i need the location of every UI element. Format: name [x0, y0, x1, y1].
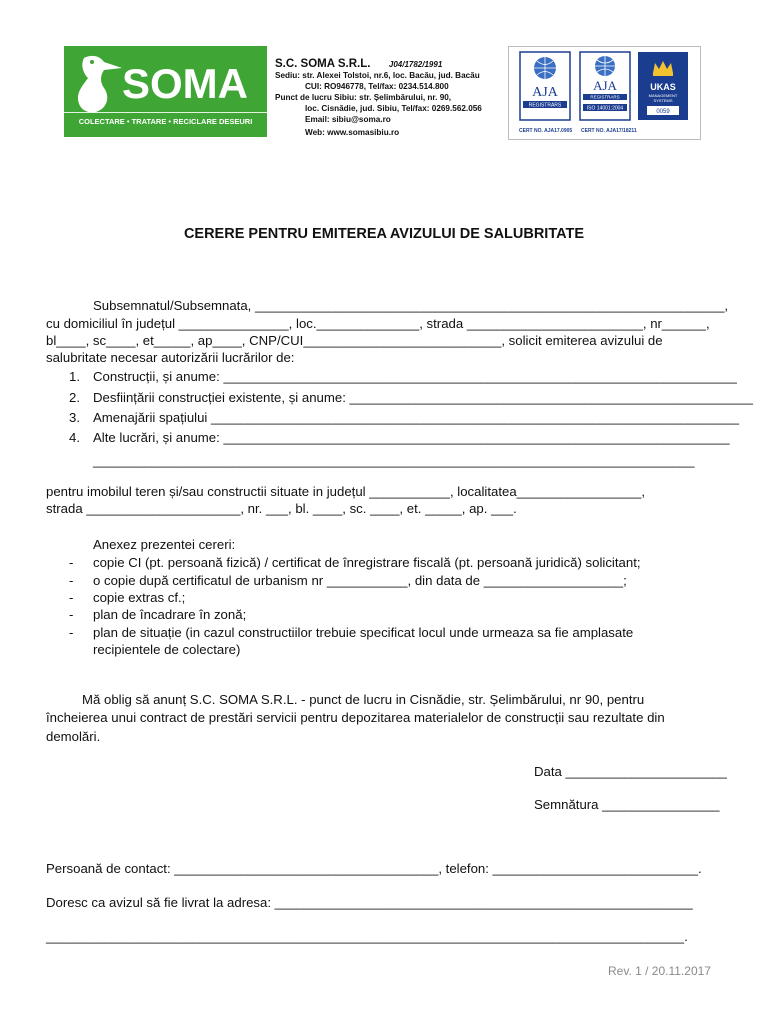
- signature-field: Semnătura ________________: [534, 797, 720, 812]
- globe-icon: [519, 51, 571, 121]
- annex-bullet: -: [69, 590, 74, 605]
- svg-text:0059: 0059: [656, 109, 670, 115]
- work-item-number: 2.: [69, 390, 80, 405]
- annex-item: plan de încadrare în zonă;: [93, 607, 247, 622]
- email-line: Email: sibiu@soma.ro: [305, 115, 391, 124]
- annex-item: o copie după certificatul de urbanism nr ___________, din data de ___________________;: [93, 573, 627, 588]
- date-field: Data ______________________: [534, 764, 727, 779]
- address-line-0: Sediu: str. Alexei Tolstoi, nr.6, loc. Bacău, jud. Bacău: [275, 71, 480, 80]
- contact-line: Persoană de contact: ____________________________________, telefon: ____________________________.: [46, 861, 702, 876]
- svg-text:MANAGEMENT: MANAGEMENT: [648, 93, 678, 98]
- pelican-icon: [70, 52, 126, 116]
- cert-number-2: CERT NO. AJA17/18211: [581, 128, 637, 134]
- company-name: S.C. SOMA S.R.L.: [275, 58, 371, 70]
- address-line-2: Punct de lucru Sibiu: str. Șelimbărului, nr. 90,: [275, 93, 452, 102]
- globe-icon: [579, 51, 631, 121]
- annex-item-continuation: recipientele de colectare): [93, 642, 241, 657]
- annex-bullet: -: [69, 573, 74, 588]
- work-item-number: 3.: [69, 410, 80, 425]
- annex-item: copie extras cf.;: [93, 590, 186, 605]
- svg-text:AJA: AJA: [532, 85, 558, 100]
- annex-item: copie CI (pt. persoană fizică) / certificat de înregistrare fiscală (pt. persoană juridică) solicitant;: [93, 555, 641, 570]
- work-item-number: 1.: [69, 369, 80, 384]
- work-item-number: 4.: [69, 430, 80, 445]
- annex-item: plan de situație (in cazul constructiilor trebuie specificat locul unde urmeaza sa fie amplasate: [93, 625, 634, 640]
- annex-title: Anexez prezentei cereri:: [93, 537, 236, 552]
- commitment-line-2: demolări.: [46, 729, 101, 744]
- revision-label: Rev. 1 / 20.11.2017: [608, 964, 711, 978]
- aja-badge-1: [519, 51, 571, 121]
- annex-bullet: -: [69, 607, 74, 622]
- commitment-line-0: Mă oblig să anunț S.C. SOMA S.R.L. - punct de lucru in Cisnădie, str. Șelimbărului, nr 90, pentru: [82, 692, 645, 707]
- logo-wordmark: SOMA: [122, 60, 248, 107]
- svg-text:SYSTEMS: SYSTEMS: [653, 98, 673, 103]
- property-line-0: pentru imobilul teren și/sau constructii situate in județul ___________, localitatea_________________,: [46, 484, 645, 499]
- intro-line-0: Subsemnatul/Subsemnata, ________________________________________________________________,: [93, 298, 729, 313]
- work-item-landscaping: Amenajării spațiului ________________________________________________________________________: [93, 410, 740, 425]
- soma-logo: [64, 46, 267, 137]
- property-line-1: strada _____________________, nr. ___, bl. ____, sc. ____, et. _____, ap. ___.: [46, 501, 517, 516]
- annex-bullet: -: [69, 625, 74, 640]
- annex-bullet: -: [69, 555, 74, 570]
- certification-badges: [508, 46, 701, 140]
- svg-text:REGISTRARS: REGISTRARS: [590, 94, 620, 100]
- document-title: CERERE PENTRU EMITEREA AVIZULUI DE SALUBRITATE: [183, 226, 585, 242]
- svg-text:UKAS: UKAS: [650, 82, 676, 92]
- commitment-line-1: încheierea unui contract de prestări servicii pentru depozitarea materialelor de construcții sau rezultate din: [46, 710, 665, 725]
- logo-tagline: COLECTARE • TRATARE • RECICLARE DESEURI: [64, 112, 267, 130]
- intro-line-1: cu domiciliul în județul _______________, loc.______________, strada ________________________, nr______,: [46, 316, 710, 331]
- delivery-address-line: Doresc ca avizul să fie livrat la adresa: _________________________________________________________: [46, 895, 693, 910]
- crown-icon: [637, 51, 689, 121]
- delivery-address-line-2: _______________________________________________________________________________________.: [46, 929, 688, 944]
- registration-number: J04/1782/1991: [388, 60, 443, 69]
- svg-text:ISO 14001:2004: ISO 14001:2004: [586, 105, 624, 112]
- work-item-construction: Construcții, și anume: ______________________________________________________________________: [93, 369, 737, 384]
- aja-badge-2: [579, 51, 631, 121]
- web-line: Web: www.somasibiu.ro: [305, 128, 400, 137]
- address-line-3: loc. Cisnădie, jud. Sibiu, Tel/fax: 0269.562.056: [305, 104, 482, 113]
- cert-number-1: CERT NO. AJA17.0905: [519, 128, 573, 134]
- address-line-1: CUI: RO946778, Tel/fax: 0234.514.800: [305, 82, 449, 91]
- work-item-other-continuation: __________________________________________________________________________________: [93, 453, 695, 468]
- intro-line-3: salubritate necesar autorizării lucrărilor de:: [46, 350, 295, 365]
- svg-text:REGISTRARS: REGISTRARS: [528, 102, 562, 109]
- work-item-other: Alte lucrări, și anume: _____________________________________________________________________: [93, 430, 730, 445]
- work-item-demolition: Desființării construcției existente, și anume: _______________________________________________________: [93, 390, 753, 405]
- ukas-badge: [637, 51, 689, 121]
- svg-text:AJA: AJA: [593, 78, 617, 93]
- intro-line-2: bl____, sc____, et_____, ap____, CNP/CUI___________________________, solicit emiterea avizului de: [46, 333, 663, 348]
